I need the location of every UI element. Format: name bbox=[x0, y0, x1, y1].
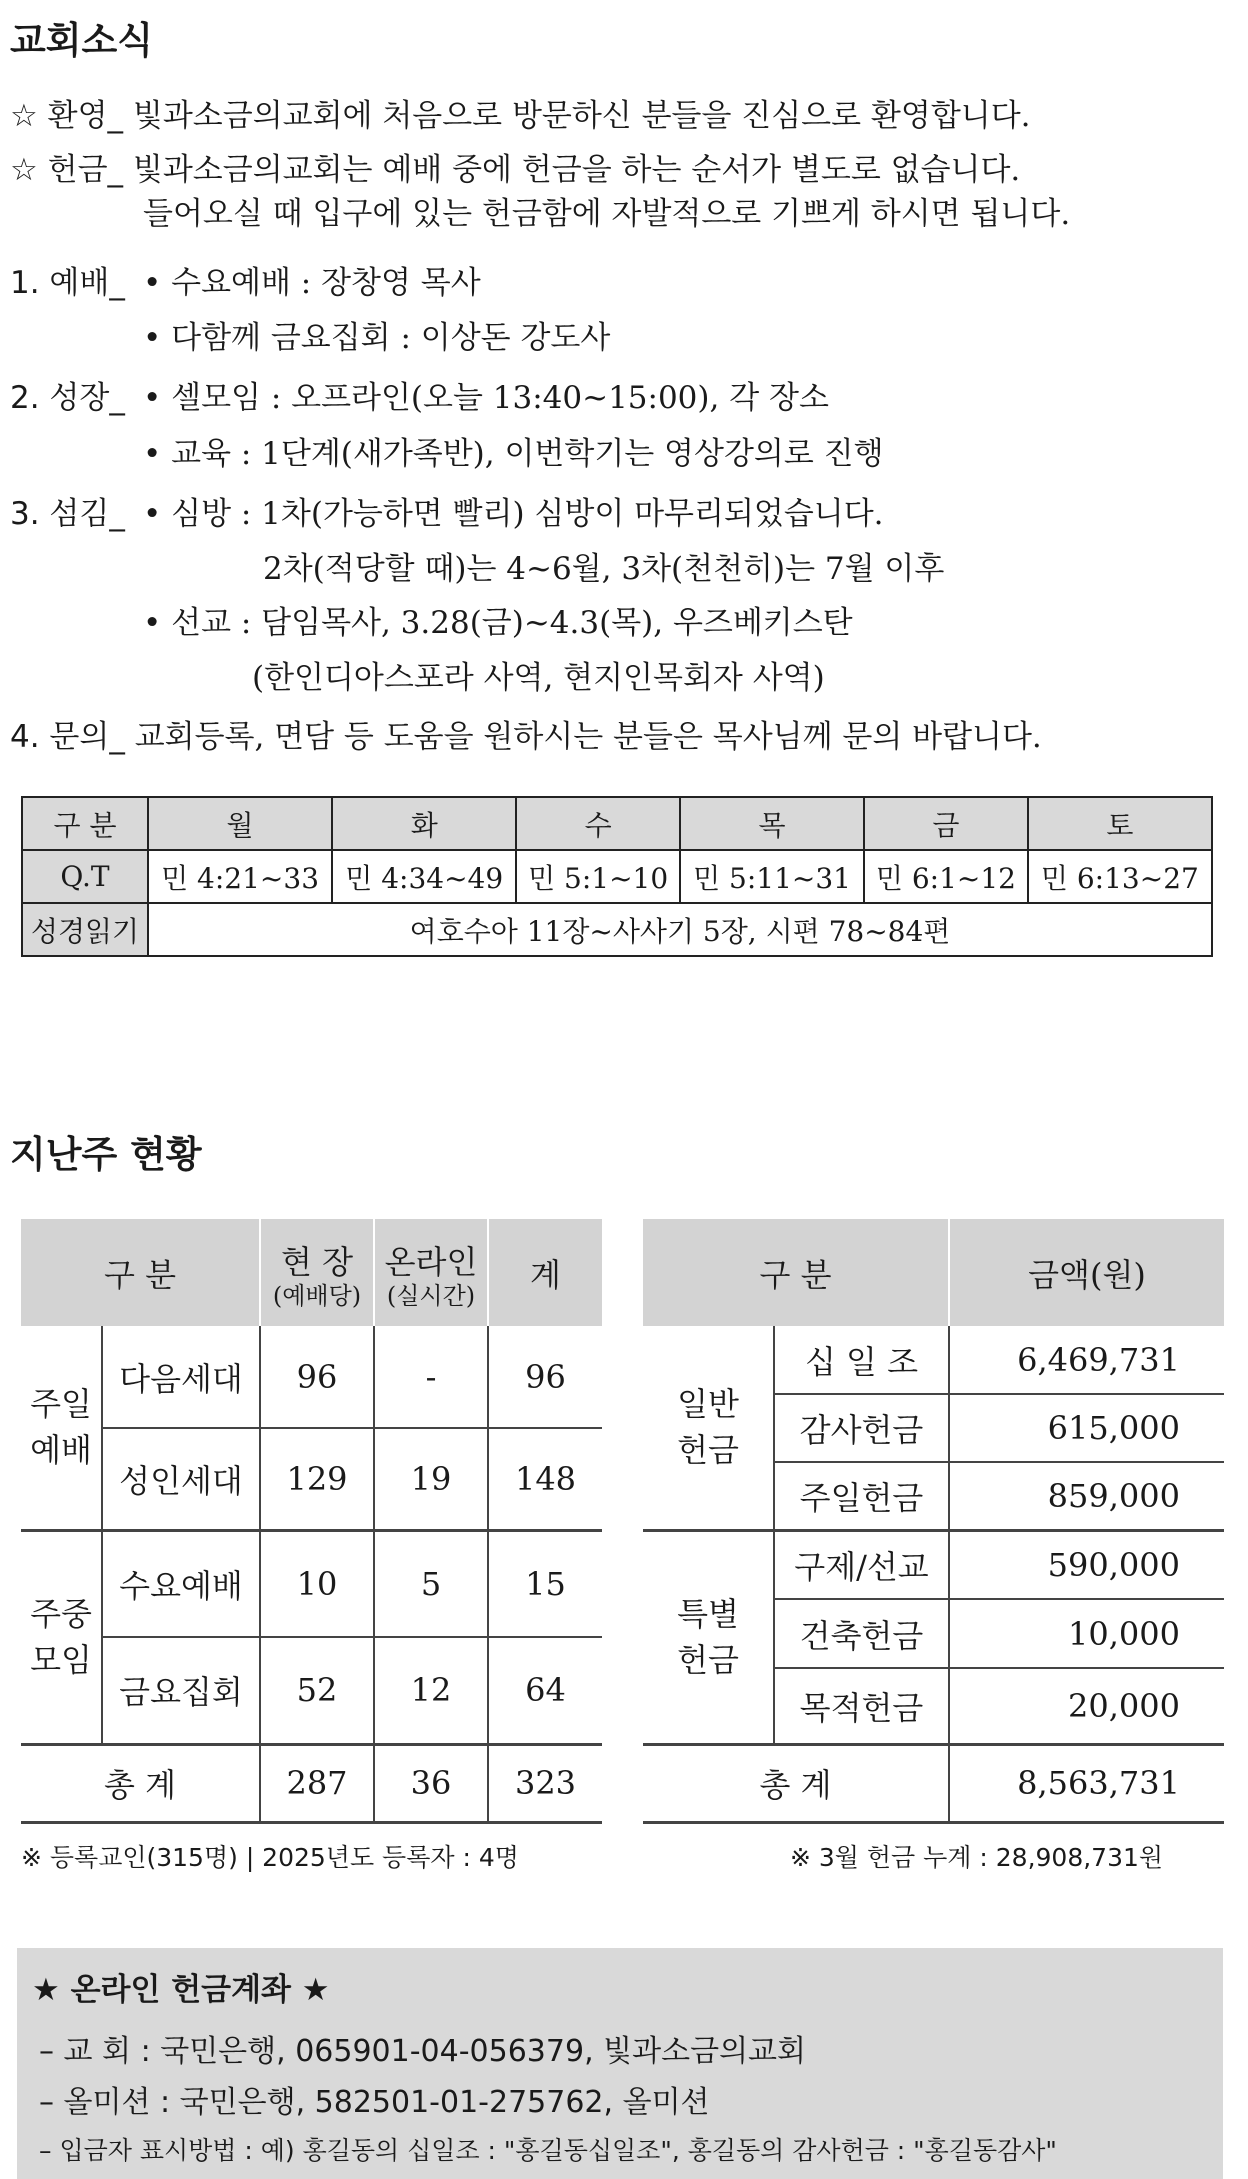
offering-amount: 10,000 bbox=[949, 1599, 1224, 1668]
row-onsite: 96 bbox=[260, 1326, 374, 1428]
offering-amount: 6,469,731 bbox=[949, 1326, 1224, 1394]
online-account-box bbox=[17, 1948, 1223, 2179]
table-row bbox=[643, 1326, 1224, 1394]
depositor-instructions: – 입금자 표시방법 : 예) 홍길동의 십일조 : "홍길동십일조", 홍길동의 감사헌금 : "홍길동감사" bbox=[39, 2136, 1057, 2165]
bible-row bbox=[22, 903, 1212, 956]
row-total: 15 bbox=[488, 1530, 602, 1637]
weekday-meeting-group bbox=[21, 1530, 102, 1744]
attendance-sum-onsite: 287 bbox=[260, 1744, 374, 1822]
row-name: 수요예배 bbox=[102, 1530, 260, 1637]
qt-header-row bbox=[22, 797, 1212, 850]
row-online: 19 bbox=[374, 1428, 488, 1530]
welcome-label: ☆ 환영_ bbox=[10, 98, 124, 134]
qt-cell-mon: 민 4:21~33 bbox=[148, 850, 332, 903]
bible-reading: 여호수아 11장~사사기 5장, 시편 78~84편 bbox=[148, 903, 1212, 956]
general-label-1: 일반 bbox=[677, 1385, 739, 1424]
offering-amount: 859,000 bbox=[949, 1462, 1224, 1530]
weekday-label-1: 주중 bbox=[30, 1595, 92, 1633]
qt-table bbox=[21, 796, 1213, 957]
qt-header-wed: 수 bbox=[516, 797, 680, 850]
offering-name: 십 일 조 bbox=[774, 1326, 949, 1394]
inquiry-label: 4. 문의_ bbox=[10, 719, 125, 755]
welcome-line bbox=[10, 96, 1031, 136]
qt-cell-thu: 민 5:11~31 bbox=[680, 850, 864, 903]
service-item-2: • 선교 : 담임목사, 3.28(금)~4.3(목), 우즈베키스탄 bbox=[143, 605, 853, 641]
attendance-header-category: 구 분 bbox=[21, 1219, 260, 1326]
qt-header-mon: 월 bbox=[148, 797, 332, 850]
worship-item-2: • 다함께 금요집회 : 이상돈 강도사 bbox=[143, 320, 611, 356]
allmission-account: – 올미션 : 국민은행, 582501-01-275762, 올미션 bbox=[39, 2085, 710, 2120]
attendance-table bbox=[21, 1219, 602, 1824]
offering-sum-amount: 8,563,731 bbox=[949, 1744, 1224, 1822]
service-item-1b: 2차(적당할 때)는 4~6월, 3차(천천히)는 7월 이후 bbox=[263, 551, 945, 587]
row-online: - bbox=[374, 1326, 488, 1428]
special-label-1: 특별 bbox=[677, 1595, 739, 1633]
table-row bbox=[643, 1530, 1224, 1599]
offering-name: 주일헌금 bbox=[774, 1462, 949, 1530]
online-sub-label: (실시간) bbox=[386, 1281, 476, 1310]
online-label: 온라인 bbox=[384, 1242, 478, 1281]
qt-row bbox=[22, 850, 1212, 903]
table-row bbox=[21, 1530, 602, 1637]
row-online: 12 bbox=[374, 1637, 488, 1744]
worship-label: 1. 예배_ bbox=[10, 265, 125, 301]
offering-amount: 590,000 bbox=[949, 1530, 1224, 1599]
table-row bbox=[21, 1637, 602, 1744]
offering-table bbox=[643, 1219, 1224, 1824]
offering-sum-label: 총 계 bbox=[643, 1744, 949, 1822]
qt-cell-wed: 민 5:1~10 bbox=[516, 850, 680, 903]
offering-amount: 615,000 bbox=[949, 1394, 1224, 1462]
qt-header-thu: 목 bbox=[680, 797, 864, 850]
bible-row-label: 성경읽기 bbox=[22, 903, 148, 956]
row-online: 5 bbox=[374, 1530, 488, 1637]
inquiry-text: 교회등록, 면담 등 도움을 원하시는 분들은 목사님께 문의 바랍니다. bbox=[134, 719, 1042, 755]
row-total: 96 bbox=[488, 1326, 602, 1428]
offering-name: 건축헌금 bbox=[774, 1599, 949, 1668]
weekday-label-2: 모임 bbox=[30, 1641, 92, 1679]
inquiry-line bbox=[10, 717, 1042, 757]
row-total: 64 bbox=[488, 1637, 602, 1744]
onsite-sub-label: (예배당) bbox=[272, 1281, 362, 1310]
qt-header-fri: 금 bbox=[864, 797, 1028, 850]
offering-text-1: 빛과소금의교회는 예배 중에 헌금을 하는 순서가 별도로 없습니다. bbox=[132, 152, 1021, 188]
service-label: 3. 섬김_ bbox=[10, 496, 125, 532]
offering-line bbox=[10, 150, 1020, 190]
qt-cell-tue: 민 4:34~49 bbox=[332, 850, 516, 903]
qt-row-label: Q.T bbox=[22, 850, 148, 903]
row-onsite: 10 bbox=[260, 1530, 374, 1637]
row-name: 성인세대 bbox=[102, 1428, 260, 1530]
section-title-attendance: 지난주 현황 bbox=[10, 1133, 202, 1176]
offering-header-row bbox=[643, 1219, 1224, 1326]
qt-cell-sat: 민 6:13~27 bbox=[1028, 850, 1212, 903]
growth-item-2: • 교육 : 1단계(새가족반), 이번학기는 영상강의로 진행 bbox=[143, 436, 884, 472]
general-offering-group bbox=[643, 1326, 774, 1530]
row-total: 148 bbox=[488, 1428, 602, 1530]
section-title-news: 교회소식 bbox=[10, 19, 153, 62]
offering-header-amount: 금액(원) bbox=[949, 1219, 1224, 1326]
qt-header-tue: 화 bbox=[332, 797, 516, 850]
qt-header-sat: 토 bbox=[1028, 797, 1212, 850]
attendance-sum-row bbox=[21, 1744, 602, 1822]
attendance-header-total: 계 bbox=[488, 1219, 602, 1326]
row-name: 금요집회 bbox=[102, 1637, 260, 1744]
row-name: 다음세대 bbox=[102, 1326, 260, 1428]
row-onsite: 129 bbox=[260, 1428, 374, 1530]
special-offering-group bbox=[643, 1530, 774, 1744]
attendance-sum-total: 323 bbox=[488, 1744, 602, 1822]
sunday-label-2: 예배 bbox=[30, 1431, 92, 1470]
offering-label: ☆ 헌금_ bbox=[10, 152, 124, 188]
growth-item-1: • 셀모임 : 오프라인(오늘 13:40~15:00), 각 장소 bbox=[143, 380, 829, 416]
row-onsite: 52 bbox=[260, 1637, 374, 1744]
offering-header-category: 구 분 bbox=[643, 1219, 949, 1326]
offering-sum-row bbox=[643, 1744, 1224, 1822]
worship-item-1: • 수요예배 : 장창영 목사 bbox=[143, 265, 481, 301]
service-item-1: • 심방 : 1차(가능하면 빨리) 심방이 마무리되었습니다. bbox=[143, 496, 884, 532]
sunday-label-1: 주일 bbox=[30, 1385, 92, 1424]
attendance-header-onsite bbox=[260, 1219, 374, 1326]
offering-text-2: 들어오실 때 입구에 있는 헌금함에 자발적으로 기쁘게 하시면 됩니다. bbox=[143, 196, 1071, 232]
online-account-title: ★ 온라인 헌금계좌 ★ bbox=[32, 1972, 330, 2008]
table-row bbox=[21, 1428, 602, 1530]
service-item-2b: (한인디아스포라 사역, 현지인목회자 사역) bbox=[252, 660, 825, 696]
table-row bbox=[21, 1326, 602, 1428]
general-label-2: 헌금 bbox=[677, 1431, 739, 1470]
qt-cell-fri: 민 6:1~12 bbox=[864, 850, 1028, 903]
offering-name: 감사헌금 bbox=[774, 1394, 949, 1462]
attendance-header-online bbox=[374, 1219, 488, 1326]
attendance-sum-online: 36 bbox=[374, 1744, 488, 1822]
growth-label: 2. 성장_ bbox=[10, 380, 125, 416]
qt-header-category: 구 분 bbox=[22, 797, 148, 850]
offering-note: ※ 3월 헌금 누계 : 28,908,731원 bbox=[790, 1843, 1164, 1872]
offering-name: 구제/선교 bbox=[774, 1530, 949, 1599]
attendance-sum-label: 총 계 bbox=[21, 1744, 260, 1822]
special-label-2: 헌금 bbox=[677, 1641, 739, 1679]
onsite-label: 현 장 bbox=[281, 1242, 353, 1281]
welcome-text: 빛과소금의교회에 처음으로 방문하신 분들을 진심으로 환영합니다. bbox=[132, 98, 1031, 134]
offering-name: 목적헌금 bbox=[774, 1668, 949, 1744]
attendance-header-row bbox=[21, 1219, 602, 1326]
sunday-worship-group bbox=[21, 1326, 102, 1530]
offering-amount: 20,000 bbox=[949, 1668, 1224, 1744]
attendance-note: ※ 등록교인(315명) | 2025년도 등록자 : 4명 bbox=[21, 1843, 519, 1872]
church-account: – 교 회 : 국민은행, 065901-04-056379, 빛과소금의교회 bbox=[39, 2034, 807, 2069]
